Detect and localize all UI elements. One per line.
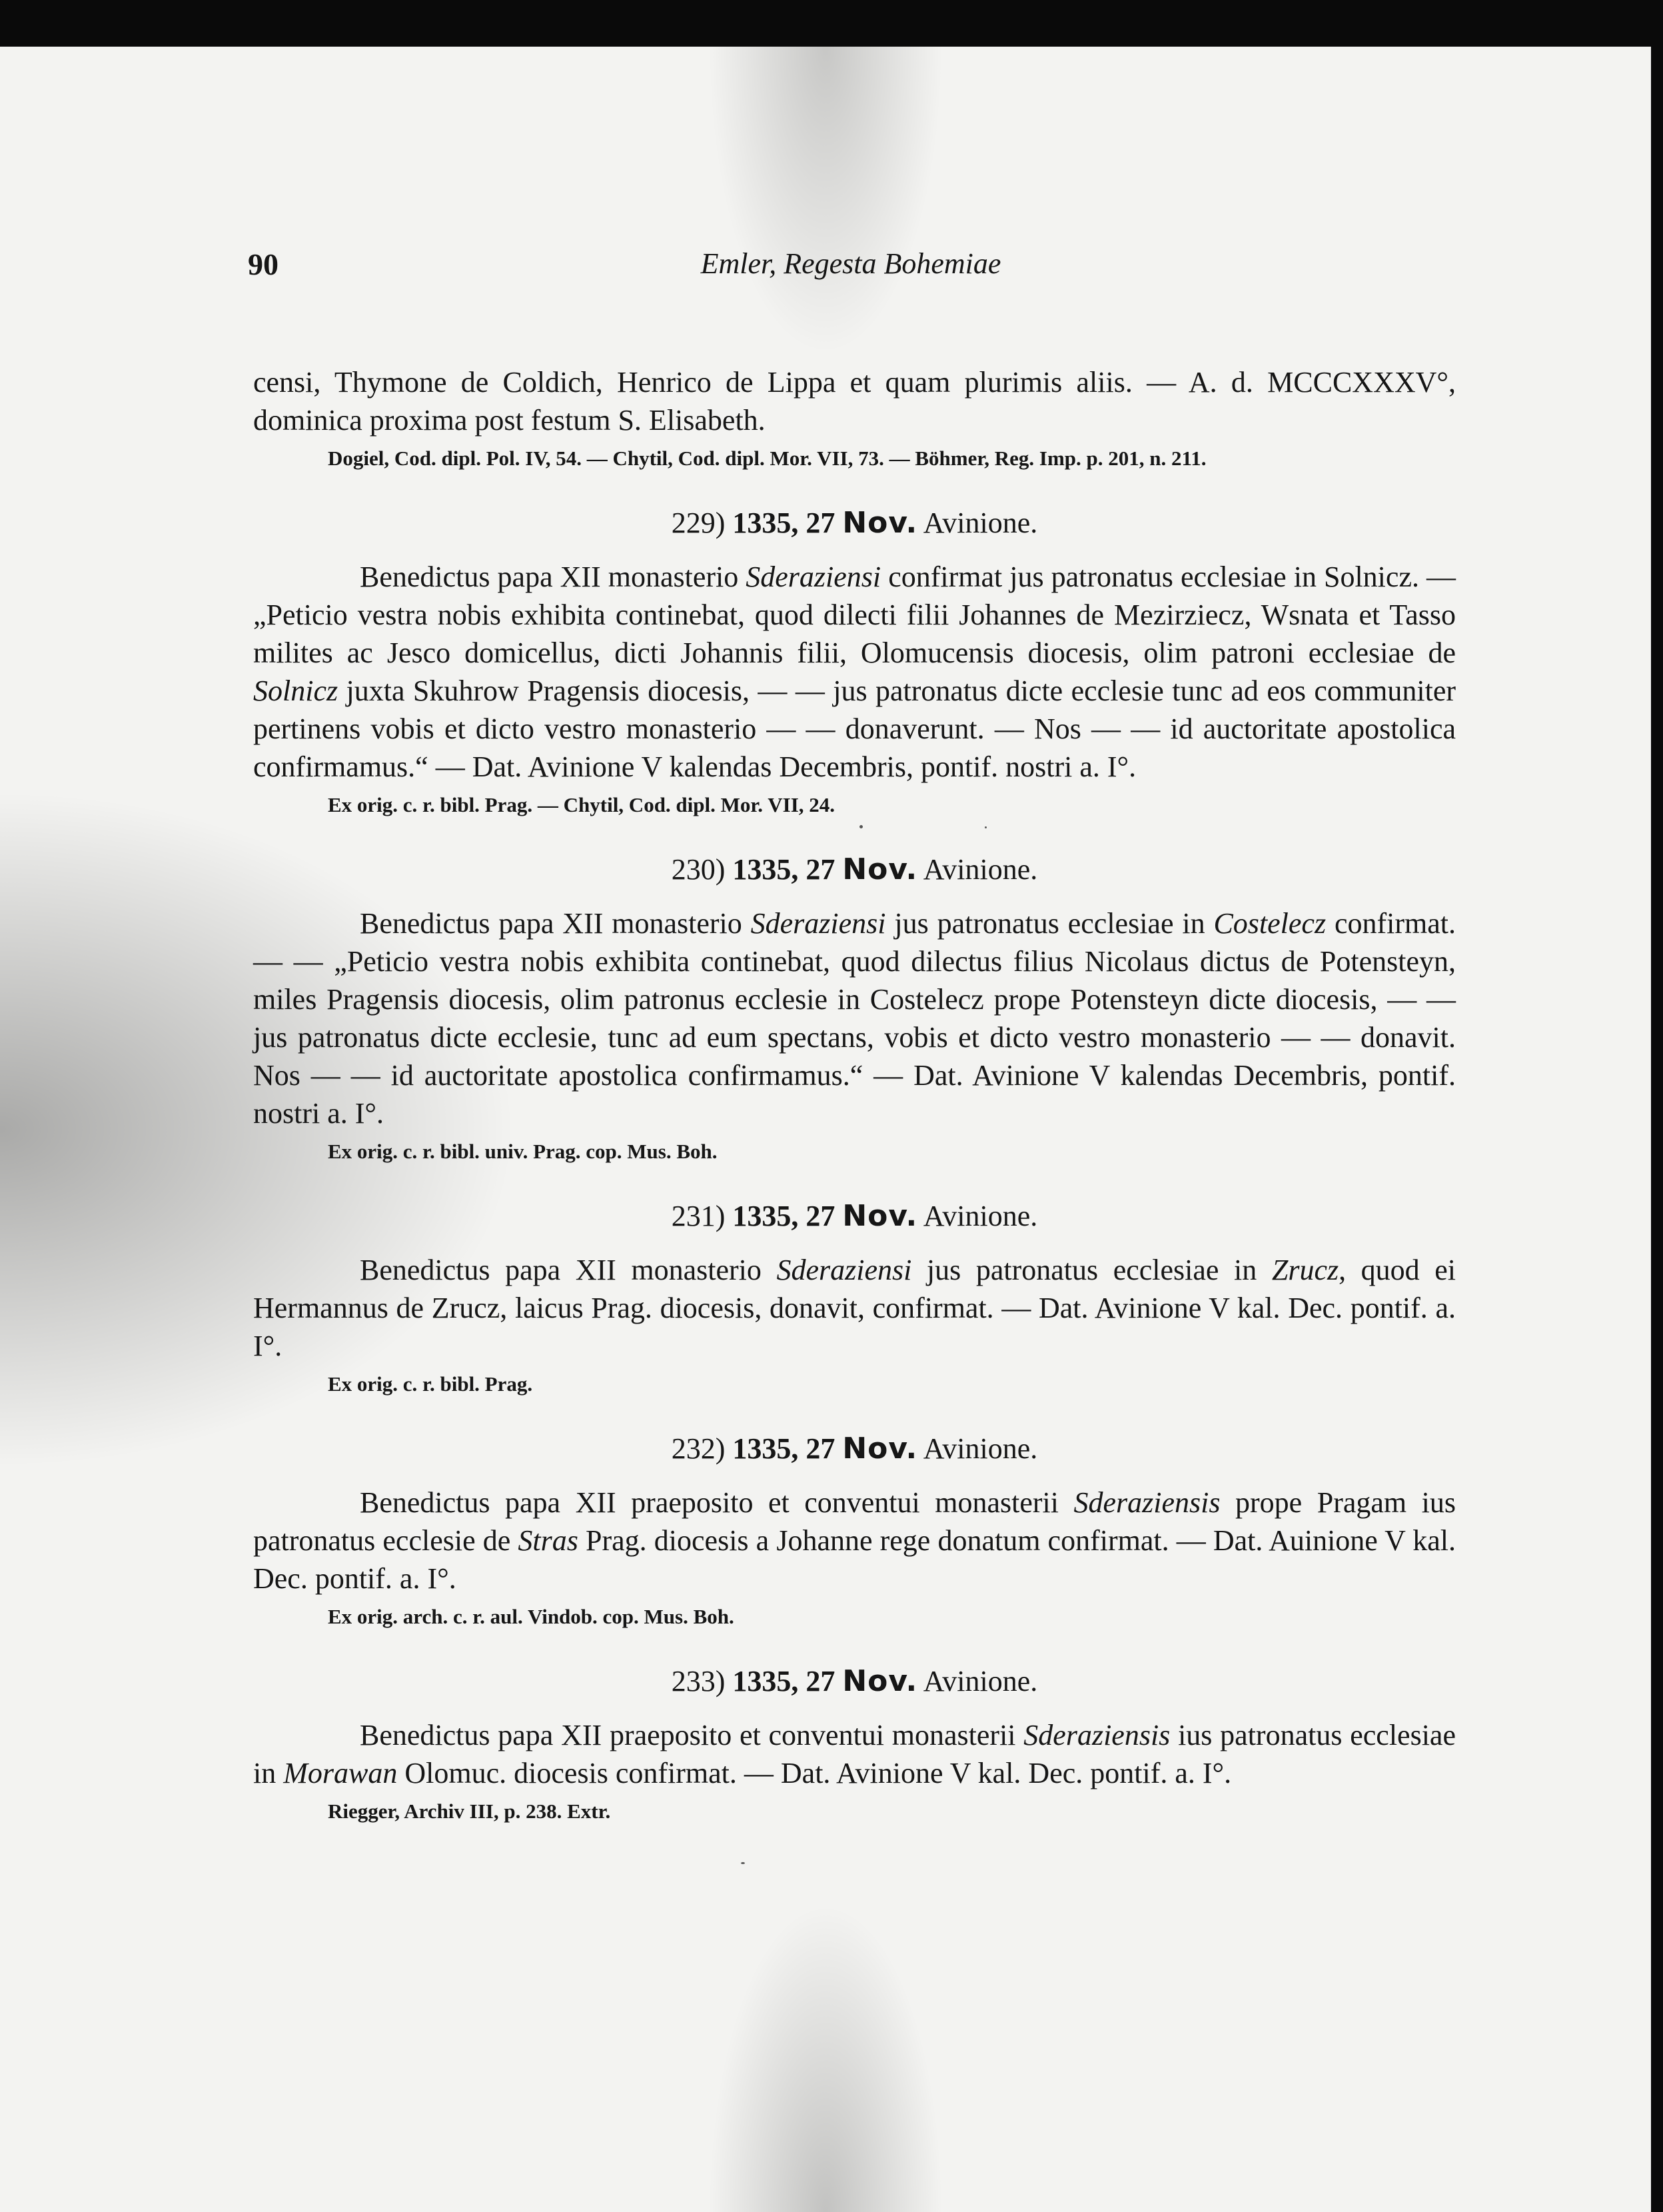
entry-month: Nov. [842, 1664, 918, 1698]
entry-heading [253, 1196, 1456, 1236]
entry-heading [253, 503, 1456, 543]
entry-number: 231) [671, 1200, 726, 1232]
entry-text: Benedictus papa XII monasterio Sderaziensi jus patronatus ecclesiae in Costelecz confirmat. — — „Peticio vestra nobis exhibita continebat, quod dilectus filius Nicolaus dictus de Potensteyn, miles Pragensis diocesis, olim patronus ecclesie in Costelecz prope Potensteyn dicte diocesis, — — jus patronatus dicte ecclesie, tunc ad eum spectans, vobis et dicto vestro monasterio — — donavit. Nos — — id auctoritate apostolica confirmamus.“ — Dat. Avinione V kalendas Decembris, pontif. nostri a. I°. [253, 907, 1456, 1130]
entry-heading [253, 1661, 1456, 1701]
entry-date: 1335, 27 [732, 1432, 835, 1465]
entry-month: Nov. [842, 1432, 918, 1466]
entry-text: Benedictus papa XII monasterio Sderaziensi confirmat jus patronatus ecclesiae in Solnicz. — „Peticio vestra nobis exhibita continebat, quod dilecti filii Johannes de Mezirziecz, Wsnata et Tasso milites ac Jesco domicellus, dicti Johannis filii, Olomucensis diocesis, olim patroni ecclesiae de Solnicz juxta Skuhrow Pragensis diocesis, — — jus patronatus dicte ecclesie tunc ad eos communiter pertinens vobis et dicto vestro monasterio — — donaverunt. — Nos — — id auctoritate apostolica confirmamus.“ — Dat. Avinione V kalendas Decembris, pontif. nostri a. I°. [253, 560, 1456, 783]
running-title: Emler, Regesta Bohemiae [700, 247, 1001, 280]
entry-source: Ex orig. c. r. bibl. Prag. [328, 1372, 533, 1396]
entry-date: 1335, 27 [732, 1665, 835, 1697]
entry-place: Avinione. [923, 1665, 1038, 1697]
entry-place: Avinione. [923, 1432, 1038, 1465]
document-body [253, 363, 1456, 1828]
entry-place: Avinione. [923, 507, 1038, 539]
entry-text: Benedictus papa XII monasterio Sderaziensi jus patronatus ecclesiae in Zrucz, quod ei Hermannus de Zrucz, laicus Prag. diocesis, donavit, confirmat. — Dat. Avinione V kal. Dec. pontif. a. I°. [253, 1254, 1456, 1362]
page-number: 90 [248, 247, 278, 281]
intro-source: Dogiel, Cod. dipl. Pol. IV, 54. — Chytil, Cod. dipl. Mor. VII, 73. — Böhmer, Reg. Imp. p. 201, n. 211. [328, 447, 1207, 470]
entry-date: 1335, 27 [732, 1200, 835, 1232]
entry-place: Avinione. [923, 1200, 1038, 1232]
entry-place: Avinione. [923, 853, 1038, 886]
intro-paragraph: censi, Thymone de Coldich, Henrico de Lippa et quam plurimis aliis. — A. d. MCCCXXXV°, dominica proxima post festum S. Elisabeth. [253, 366, 1456, 437]
page-header [248, 247, 1454, 293]
entry-text: Benedictus papa XII praeposito et conventui monasterii Sderaziensis ius patronatus ecclesiae in Morawan Olomuc. diocesis confirmat. — Dat. Avinione V kal. Dec. pontif. a. I°. [253, 1719, 1456, 1789]
entry-month: Nov. [842, 1199, 918, 1233]
entry-number: 229) [671, 507, 726, 539]
entry-source: Riegger, Archiv III, p. 238. Extr. [328, 1799, 611, 1823]
entry-number: 230) [671, 853, 726, 886]
entry-month: Nov. [842, 852, 918, 886]
entry-text: Benedictus papa XII praeposito et conventui monasterii Sderaziensis prope Pragam ius patronatus ecclesie de Stras Prag. diocesis a Johanne rege donatum confirmat. — Dat. Auinione V kal. Dec. pontif. a. I°. [253, 1486, 1456, 1595]
entry-source: Ex orig. arch. c. r. aul. Vindob. cop. Mus. Boh. [328, 1605, 734, 1628]
entry-source: Ex orig. c. r. bibl. univ. Prag. cop. Mus. Boh. [328, 1140, 718, 1163]
scan-speck [741, 1862, 745, 1864]
entry-231 [253, 1196, 1456, 1401]
entry-date: 1335, 27 [732, 507, 835, 539]
entry-233 [253, 1661, 1456, 1828]
entry-date: 1335, 27 [732, 853, 835, 886]
entry-number: 233) [671, 1665, 726, 1697]
entry-230 [253, 850, 1456, 1168]
entry-month: Nov. [842, 506, 918, 540]
entry-number: 232) [671, 1432, 726, 1465]
entry-heading [253, 850, 1456, 890]
entry-232 [253, 1429, 1456, 1634]
entry-source: Ex orig. c. r. bibl. Prag. — Chytil, Cod. dipl. Mor. VII, 24. [328, 793, 835, 816]
entry-229 [253, 503, 1456, 822]
entry-heading [253, 1429, 1456, 1469]
